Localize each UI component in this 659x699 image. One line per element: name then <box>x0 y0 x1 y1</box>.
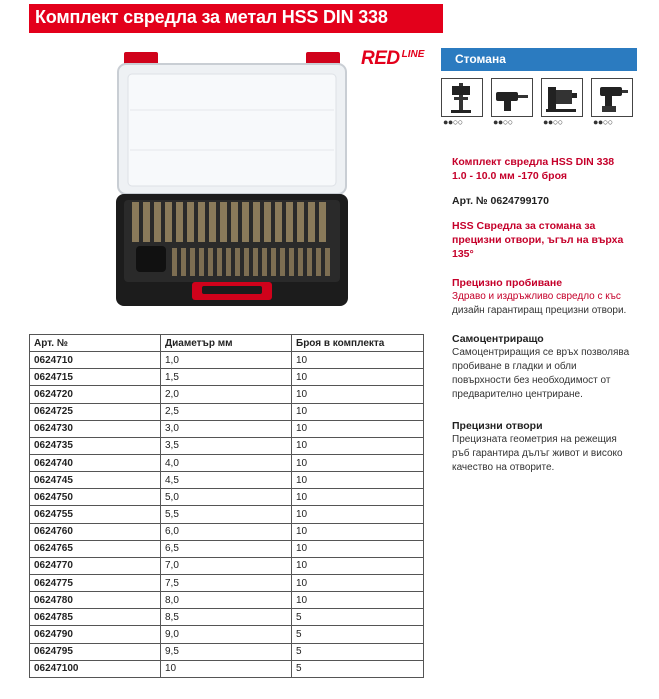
cell-qty: 10 <box>292 352 424 369</box>
cell-diameter: 1,0 <box>161 352 292 369</box>
table-row <box>30 437 424 454</box>
table-row <box>30 626 424 643</box>
product-desc: HSS Свредла за стомана за прецизни отвори, ъгъл на върха 135° <box>452 220 624 260</box>
table-row <box>30 609 424 626</box>
cell-diameter: 5,0 <box>161 489 292 506</box>
cell-qty: 5 <box>292 609 424 626</box>
cordless-drill-icon <box>591 78 633 117</box>
cell-art: 0624730 <box>30 420 161 437</box>
table-row <box>30 506 424 523</box>
cell-art: 0624775 <box>30 574 161 591</box>
hammer-drill-icon <box>491 78 533 117</box>
cell-diameter: 2,0 <box>161 386 292 403</box>
rating-dots-1: ●●○○ <box>443 117 463 127</box>
cell-art: 06247100 <box>30 660 161 677</box>
category-label: Стомана <box>455 52 506 66</box>
cell-qty: 10 <box>292 489 424 506</box>
feature-text-3: Прецизната геометрия на режещия ръб гарантира дълъг живот и високо качество на отворите. <box>452 434 623 473</box>
cell-diameter: 3,5 <box>161 437 292 454</box>
cell-qty: 10 <box>292 369 424 386</box>
cell-qty: 10 <box>292 420 424 437</box>
table-header-row <box>30 335 424 352</box>
cell-art: 0624760 <box>30 523 161 540</box>
rating-dots-2: ●●○○ <box>493 117 513 127</box>
cell-diameter: 1,5 <box>161 369 292 386</box>
table-row <box>30 540 424 557</box>
table-row <box>30 472 424 489</box>
feature-text-2: Самоцентриращия се връх позволява пробиване в гладки и обли повърхности без необходимост от предварително центриране. <box>452 347 630 400</box>
cell-art: 0624710 <box>30 352 161 369</box>
magnetic-drill-icon <box>541 78 583 117</box>
cell-qty: 10 <box>292 386 424 403</box>
table-row <box>30 660 424 677</box>
cell-qty: 10 <box>292 506 424 523</box>
table-row <box>30 592 424 609</box>
cell-diameter: 7,0 <box>161 557 292 574</box>
cell-art: 0624795 <box>30 643 161 660</box>
table-row <box>30 557 424 574</box>
logo-red: RED <box>361 48 400 69</box>
cell-diameter: 7,5 <box>161 574 292 591</box>
cell-art: 0624740 <box>30 454 161 471</box>
cell-art: 0624780 <box>30 592 161 609</box>
col-header-art: Арт. № <box>30 335 161 352</box>
cell-qty: 10 <box>292 540 424 557</box>
table-row <box>30 523 424 540</box>
drill-press-icon <box>441 78 483 117</box>
category-bar <box>441 48 637 71</box>
cell-art: 0624735 <box>30 437 161 454</box>
col-header-diameter: Диаметър мм <box>161 335 292 352</box>
cell-art: 0624745 <box>30 472 161 489</box>
cell-diameter: 5,5 <box>161 506 292 523</box>
cell-qty: 5 <box>292 660 424 677</box>
redline-logo <box>361 48 424 70</box>
cell-diameter: 2,5 <box>161 403 292 420</box>
cell-art: 0624720 <box>30 386 161 403</box>
cell-diameter: 3,0 <box>161 420 292 437</box>
feature-title-1: Прецизно пробиване <box>452 277 563 289</box>
feature-text-1b: дизайн гарантиращ прецизни отвори. <box>452 305 627 316</box>
page-title: Комплект свредла за метал HSS DIN 338 <box>35 7 388 27</box>
cell-art: 0624765 <box>30 540 161 557</box>
cell-art: 0624755 <box>30 506 161 523</box>
cell-art: 0624785 <box>30 609 161 626</box>
cell-diameter: 9,5 <box>161 643 292 660</box>
cell-qty: 10 <box>292 574 424 591</box>
rating-dots-3: ●●○○ <box>543 117 563 127</box>
cell-diameter: 4,5 <box>161 472 292 489</box>
cell-art: 0624725 <box>30 403 161 420</box>
cell-art: 0624770 <box>30 557 161 574</box>
logo-line: LINE <box>401 49 425 60</box>
title-bar <box>29 4 443 33</box>
table-row <box>30 386 424 403</box>
cell-qty: 10 <box>292 557 424 574</box>
cell-qty: 10 <box>292 592 424 609</box>
table-row <box>30 420 424 437</box>
feature-title-3: Прецизни отвори <box>452 420 543 432</box>
cell-diameter: 6,0 <box>161 523 292 540</box>
cell-diameter: 10 <box>161 660 292 677</box>
cell-art: 0624790 <box>30 626 161 643</box>
cell-art: 0624750 <box>30 489 161 506</box>
cell-diameter: 4,0 <box>161 454 292 471</box>
cell-art: 0624715 <box>30 369 161 386</box>
table-row <box>30 643 424 660</box>
table-row <box>30 454 424 471</box>
table-row <box>30 352 424 369</box>
rating-dots-4: ●●○○ <box>593 117 613 127</box>
cell-diameter: 8,5 <box>161 609 292 626</box>
tool-icons <box>441 78 637 128</box>
cell-qty: 10 <box>292 472 424 489</box>
product-art: Арт. № 0624799170 <box>452 195 549 207</box>
cell-diameter: 9,0 <box>161 626 292 643</box>
cell-diameter: 6,5 <box>161 540 292 557</box>
cell-qty: 5 <box>292 626 424 643</box>
drill-case-image <box>110 50 354 312</box>
cell-qty: 10 <box>292 454 424 471</box>
feature-title-2: Самоцентриращо <box>452 333 544 345</box>
spec-table <box>29 334 424 678</box>
table-row <box>30 489 424 506</box>
product-name-2: 1.0 - 10.0 мм -170 броя <box>452 170 567 182</box>
col-header-qty: Броя в комплекта <box>292 335 424 352</box>
cell-qty: 5 <box>292 643 424 660</box>
product-name-1: Комплект свредла HSS DIN 338 <box>452 156 615 168</box>
table-row <box>30 403 424 420</box>
cell-diameter: 8,0 <box>161 592 292 609</box>
cell-qty: 10 <box>292 403 424 420</box>
feature-text-1a: Здраво и издръжливо свредло с къс <box>452 291 621 302</box>
table-row <box>30 574 424 591</box>
cell-qty: 10 <box>292 523 424 540</box>
cell-qty: 10 <box>292 437 424 454</box>
table-row <box>30 369 424 386</box>
